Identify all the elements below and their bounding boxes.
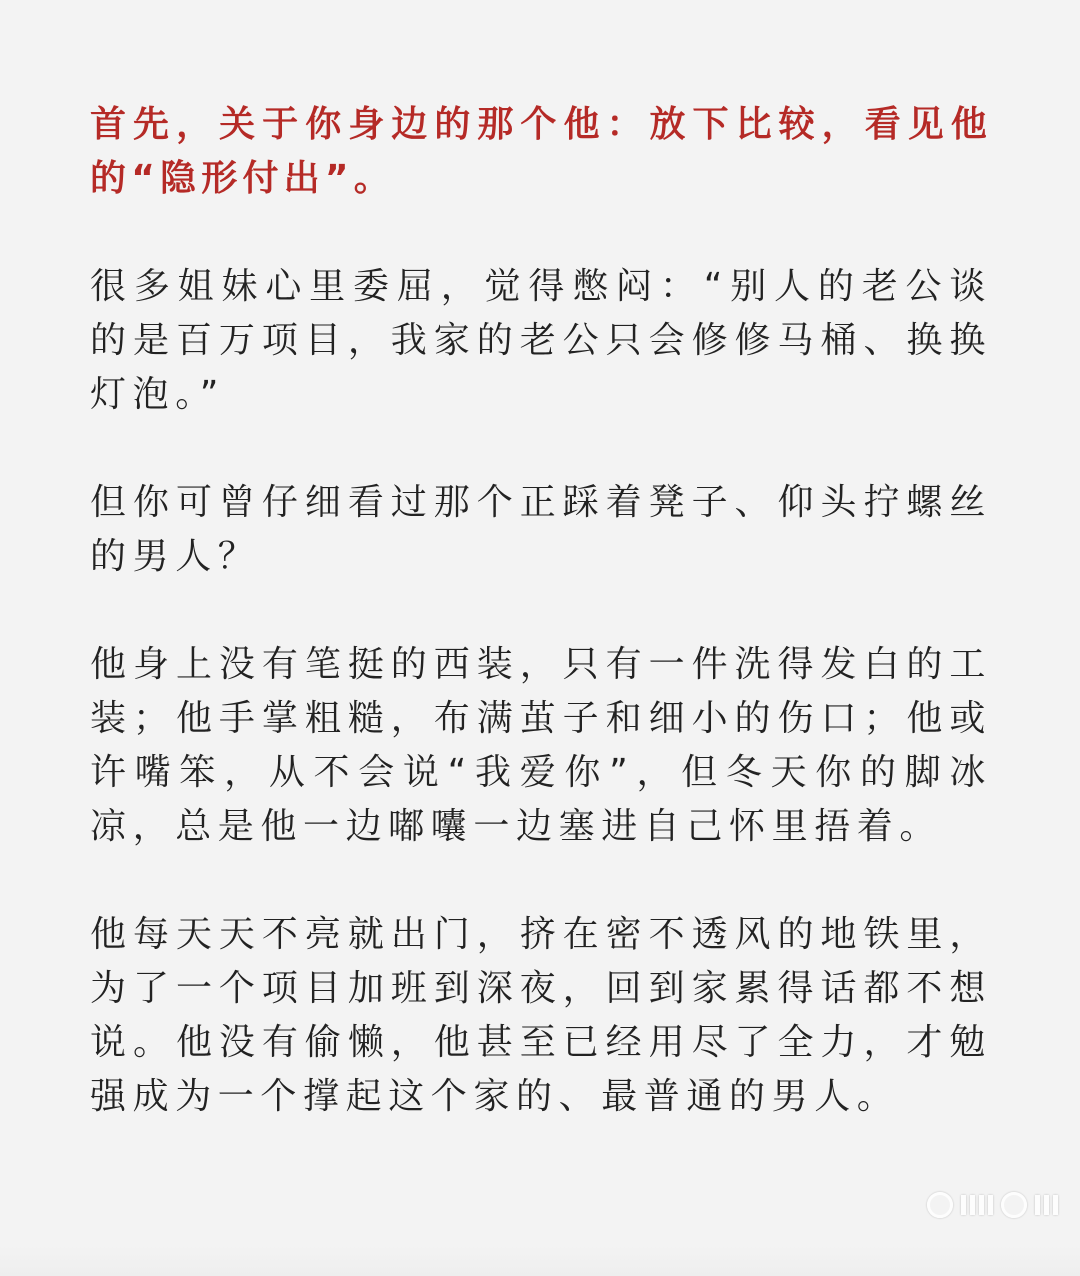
article-heading: 首先，关于你身边的那个他：放下比较，看见他的“隐形付出”。 <box>90 104 992 199</box>
article-paragraph-3: 他身上没有笔挺的西装，只有一件洗得发白的工装；他手掌粗糙，布满茧子和细小的伤口；他或许嘴笨，从不会说“我爱你”，但冬天你的脚冰凉，总是他一边嘟囔一边塞进自己怀里捂着。 <box>90 644 992 847</box>
article-paragraph-4: 他每天天不亮就出门，挤在密不透风的地铁里，为了一个项目加班到深夜，回到家累得话都不想说。他没有偷懒，他甚至已经用尽了全力，才勉强成为一个撑起这个家的、最普通的男人。 <box>90 914 992 1117</box>
watermark-bars-icon <box>961 1195 993 1215</box>
watermark-logo-icon <box>927 1192 1058 1218</box>
watermark-circle-icon <box>927 1192 953 1218</box>
article-body <box>90 98 992 1124</box>
article-paragraph-2: 但你可曾仔细看过那个正踩着凳子、仰头拧螺丝的男人？ <box>90 482 992 577</box>
watermark-bars-icon-2 <box>1035 1195 1058 1215</box>
bottom-edge <box>0 1246 1080 1276</box>
article-paragraph-1: 很多姐妹心里委屈，觉得憋闷：“别人的老公谈的是百万项目，我家的老公只会修修马桶、换换灯泡。” <box>90 266 992 415</box>
watermark-circle-icon-2 <box>1001 1192 1027 1218</box>
